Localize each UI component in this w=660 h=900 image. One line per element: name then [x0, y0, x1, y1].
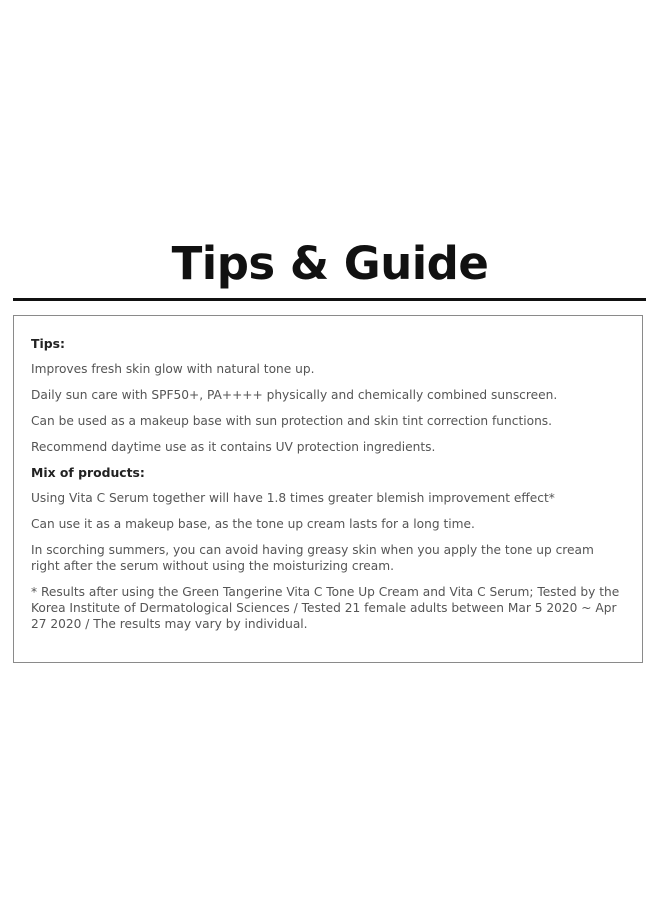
page-title: Tips & Guide: [171, 237, 489, 290]
footnote: * Results after using the Green Tangerine Vita C Tone Up Cream and Vita C Serum; Tested by the Korea Institute of Dermatological Sciences / Tested 21 female adults between Mar 5 2020 ~ Apr 27 2020 / The results may vary by individual.: [31, 585, 620, 631]
tip-item: Daily sun care with SPF50+, PA++++ physically and chemically combined sunscreen.: [31, 388, 558, 402]
mix-heading: Mix of products:: [31, 465, 145, 480]
tip-item: Recommend daytime use as it contains UV protection ingredients.: [31, 440, 436, 454]
tip-item: Improves fresh skin glow with natural tone up.: [31, 362, 315, 376]
mix-item: In scorching summers, you can avoid having greasy skin when you apply the tone up cream right after the serum without using the moisturizing cream.: [31, 543, 594, 573]
tip-item: Can be used as a makeup base with sun protection and skin tint correction functions.: [31, 414, 553, 428]
mix-item: Using Vita C Serum together will have 1.8 times greater blemish improvement effect*: [31, 491, 555, 505]
tips-content: [31, 336, 621, 642]
tips-box: [13, 315, 643, 663]
mix-item: Can use it as a makeup base, as the tone up cream lasts for a long time.: [31, 517, 475, 531]
title-divider: [13, 298, 646, 301]
tips-heading: Tips:: [31, 336, 65, 351]
